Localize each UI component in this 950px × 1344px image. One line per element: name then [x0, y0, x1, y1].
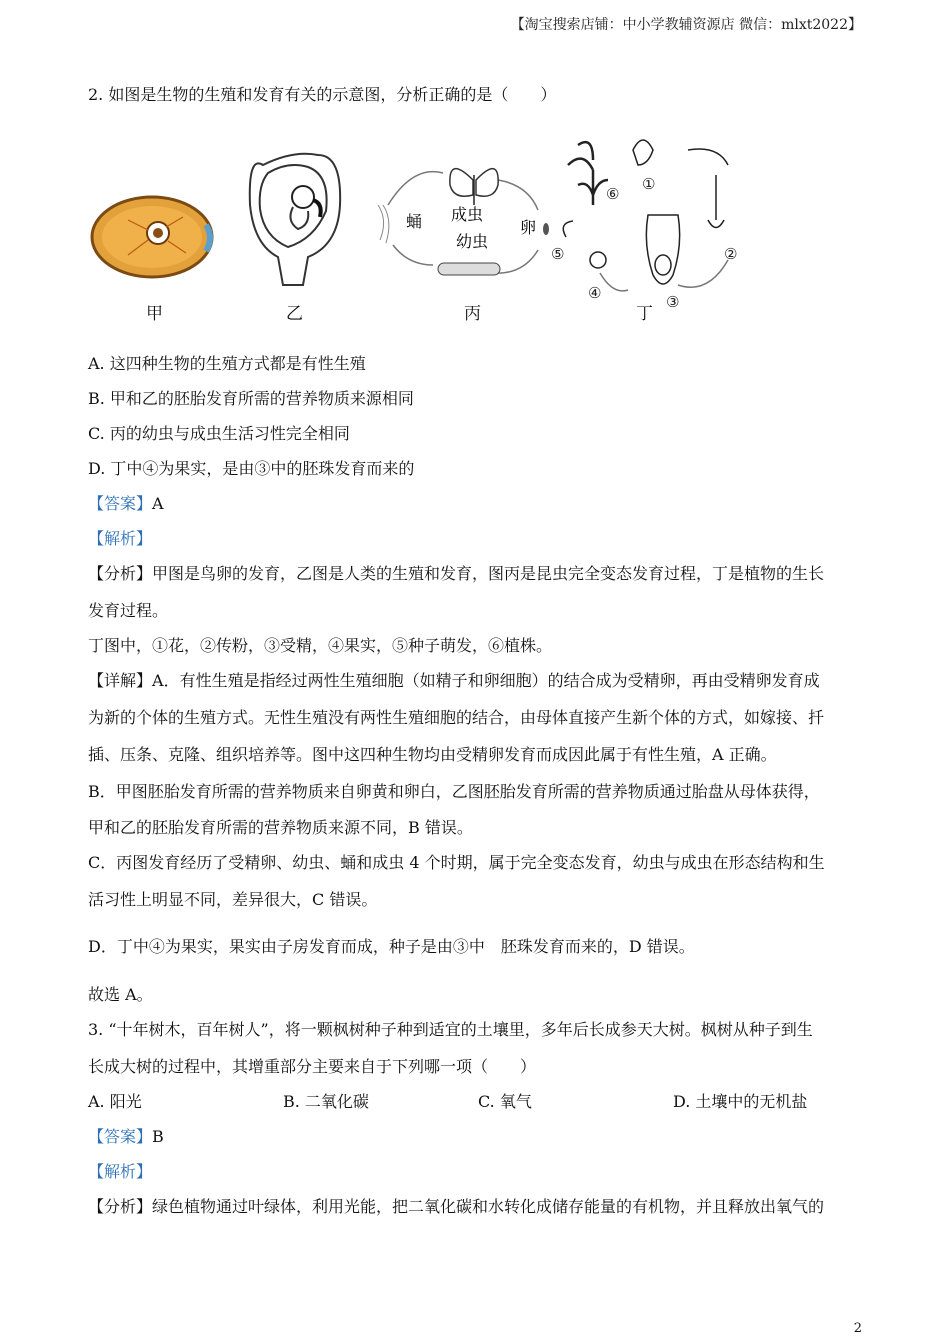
label-bing: 丙	[464, 304, 481, 324]
q2-detail-line-4: B．甲图胚胎发育所需的营养物质来自卵黄和卵白，乙图胚胎发育所需的营养物质通过胎盘从母体获得，	[88, 782, 820, 801]
step-3: ③	[666, 293, 680, 311]
page-header: 【淘宝搜索店铺：中小学教辅资源店 微信：mlxt2022】	[510, 17, 862, 33]
step-2: ②	[724, 245, 738, 263]
q2-option-d: D. 丁中④为果实，是由③中的胚珠发育而来的	[88, 459, 415, 478]
q2-detail-line-6: C．丙图发育经历了受精卵、幼虫、蛹和成虫 4 个时期，属于完全变态发育，幼虫与成虫在形态结构和生	[88, 853, 825, 872]
reproduction-figure	[88, 125, 768, 325]
detail-tag: 【详解】	[88, 671, 153, 690]
q3-answer-value: B	[152, 1127, 164, 1146]
step-5: ⑤	[551, 245, 565, 263]
butterfly-icon	[450, 169, 498, 205]
plant-cycle	[563, 140, 728, 291]
egg-illustration	[92, 197, 212, 277]
q3-stem-line-2: 长成大树的过程中，其增重部分主要来自于下列哪一项（ ）	[88, 1057, 537, 1076]
q3-answer-tag: 【答案】	[88, 1127, 153, 1146]
stage-egg: 卵	[520, 218, 537, 237]
uterus-illustration	[250, 154, 340, 285]
q2-detail-line-1	[88, 668, 820, 691]
q2-detail-line-5: 甲和乙的胚胎发育所需的营养物质来源不同，B 错误。	[88, 818, 473, 837]
q2-option-b: B. 甲和乙的胚胎发育所需的营养物质来源相同	[88, 389, 414, 408]
q3-fenxi-text: 绿色植物通过叶绿体，利用光能，把二氧化碳和水转化成储存能量的有机物，并且释放出氧气的	[152, 1197, 825, 1216]
detail-text-1: A．有性生殖是指经过两性生殖细胞（如精子和卵细胞）的结合成为受精卵，再由受精卵发育成	[152, 671, 820, 690]
q3-analysis-tag: 【解析】	[88, 1162, 153, 1181]
pupa-icon	[378, 205, 389, 243]
q3-fenxi-tag: 【分析】	[88, 1197, 153, 1216]
plant-step-labels	[551, 175, 737, 311]
label-jia: 甲	[146, 304, 163, 324]
fenxi-tag: 【分析】	[88, 564, 153, 583]
stage-adult: 成虫	[451, 205, 484, 224]
insect-egg-icon	[543, 223, 549, 235]
q2-answer	[88, 491, 164, 514]
q2-detail-line-8: D．丁中④为果实，果实由子房发育而成，种子是由③中 胚珠发育而来的，D 错误。	[88, 937, 695, 956]
q2-detail-line-7: 活习性上明显不同，差异很大，C 错误。	[88, 890, 378, 909]
q2-ding-line: 丁图中，①花，②传粉，③受精，④果实，⑤种子萌发，⑥植株。	[88, 636, 553, 655]
q2-option-c: C. 丙的幼虫与成虫生活习性完全相同	[88, 424, 350, 443]
q3-options	[88, 1089, 868, 1112]
stage-pupa: 蛹	[406, 212, 423, 231]
label-yi: 乙	[286, 304, 303, 324]
q3-option-d: D. 土壤中的无机盐	[673, 1092, 808, 1111]
q2-detail-line-2: 为新的个体的生殖方式。无性生殖没有两性生殖细胞的结合，由母体直接产生新个体的方式，如嫁接、扦	[88, 708, 825, 727]
larva-icon	[438, 263, 500, 275]
q3-fenxi	[88, 1194, 824, 1217]
fenxi-text-1: 甲图是鸟卵的发育，乙图是人类的生殖和发育，图丙是昆虫完全变态发育过程，丁是植物的生长	[152, 564, 825, 583]
q2-stem: 2. 如图是生物的生殖和发育有关的示意图，分析正确的是（ ）	[88, 85, 557, 104]
label-ding: 丁	[636, 304, 653, 324]
q2-analysis-tag: 【解析】	[88, 529, 153, 548]
q2-detail-line-3: 插、压条、克隆、组织培养等。图中这四种生物均由受精卵发育而成因此属于有性生殖，A 正确。	[88, 745, 777, 764]
q3-answer	[88, 1124, 164, 1147]
q2-fenxi-line-2: 发育过程。	[88, 601, 169, 620]
q3-option-b: B. 二氧化碳	[283, 1092, 369, 1111]
step-4: ④	[588, 284, 602, 302]
step-6: ⑥	[606, 185, 620, 203]
step-1: ①	[642, 175, 656, 193]
page-number: 2	[853, 1321, 862, 1336]
q2-fenxi-line-1	[88, 561, 824, 584]
q2-option-a: A. 这四种生物的生殖方式都是有性生殖	[88, 354, 366, 373]
q2-conclusion: 故选 A。	[88, 985, 153, 1004]
figure-svg	[88, 125, 768, 325]
q3-option-a: A. 阳光	[88, 1092, 142, 1111]
q3-option-c: C. 氧气	[478, 1092, 532, 1111]
answer-value: A	[152, 494, 164, 513]
q3-stem-line-1: 3. “十年树木，百年树人”，将一颗枫树种子种到适宜的土壤里，多年后长成参天大树。枫树从种子到生	[88, 1020, 813, 1039]
stage-larva: 幼虫	[456, 232, 489, 251]
answer-tag: 【答案】	[88, 494, 153, 513]
